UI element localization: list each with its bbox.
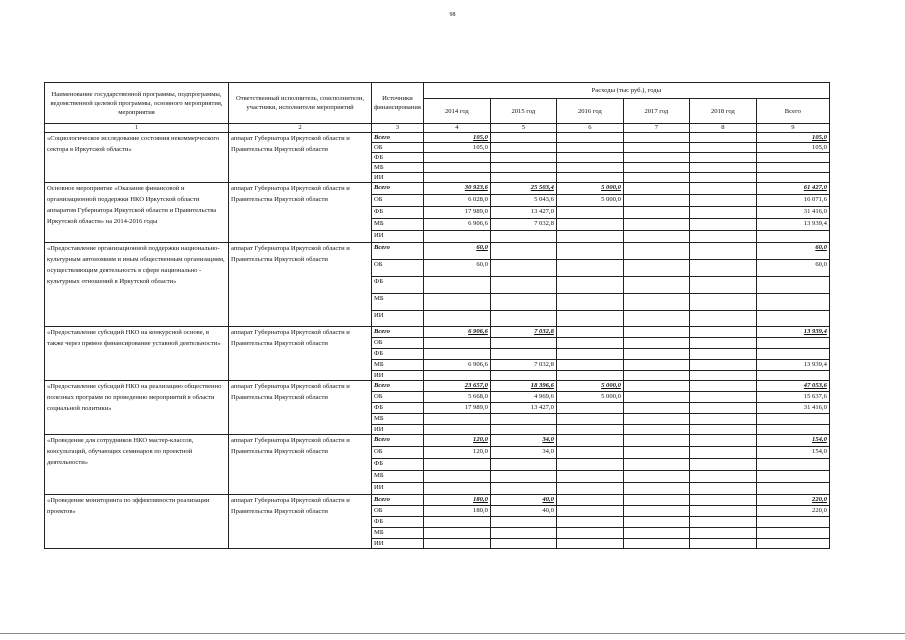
year-value: 5 043,6	[490, 195, 556, 207]
year-value	[689, 447, 756, 459]
measure-name: «Предоставление организационной поддержки национально-культурным автономиям и иным общественным организациям, осуществляющим деятельность в сфере национально - культурных отношений в Иркутской области»	[45, 243, 229, 327]
year-value	[423, 163, 490, 173]
column-number: 7	[623, 124, 689, 133]
year-value	[556, 219, 623, 231]
total-value	[756, 414, 829, 425]
year-value	[490, 371, 556, 381]
funding-source: ИИ	[372, 231, 424, 243]
funding-source: ОБ	[372, 447, 424, 459]
year-value	[623, 349, 689, 360]
total-value: 13 939,4	[756, 219, 829, 231]
funding-source: Всего	[372, 327, 424, 338]
year-value	[689, 517, 756, 528]
year-value	[490, 163, 556, 173]
year-value: 17 989,0	[423, 403, 490, 414]
year-value	[689, 459, 756, 471]
funding-source: ИИ	[372, 483, 424, 495]
year-value: 60,0	[423, 260, 490, 277]
year-value: 7 032,8	[490, 219, 556, 231]
year-value	[689, 207, 756, 219]
year-value	[623, 311, 689, 327]
year-value	[623, 414, 689, 425]
year-value: 5 000,0	[556, 381, 623, 392]
total-value	[756, 528, 829, 539]
measure-name: «Предоставление субсидий НКО на конкурсной основе, в также через прямое финансирование уставной деятельности»	[45, 327, 229, 381]
total-value	[756, 153, 829, 163]
year-value	[556, 539, 623, 549]
year-value	[623, 447, 689, 459]
year-value	[689, 243, 756, 260]
total-value	[756, 163, 829, 173]
year-value	[689, 153, 756, 163]
year-value	[689, 173, 756, 183]
header-year: 2018 год	[689, 99, 756, 124]
column-number: 9	[756, 124, 829, 133]
year-value	[689, 277, 756, 294]
total-value: 16 071,6	[756, 195, 829, 207]
year-value	[490, 311, 556, 327]
measure-executor: аппарат Губернатора Иркутской области и Правительства Иркутской области	[229, 327, 372, 381]
year-value	[689, 425, 756, 435]
funding-source: ФБ	[372, 349, 424, 360]
measure-executor: аппарат Губернатора Иркутской области и Правительства Иркутской области	[229, 495, 372, 549]
total-value	[756, 539, 829, 549]
column-number: 5	[490, 124, 556, 133]
total-value	[756, 231, 829, 243]
page-number: 98	[449, 12, 456, 18]
year-value	[623, 195, 689, 207]
year-value	[556, 483, 623, 495]
total-value: 15 637,6	[756, 392, 829, 403]
year-value	[556, 360, 623, 371]
year-value	[556, 435, 623, 447]
year-value	[556, 517, 623, 528]
funding-source: ИИ	[372, 425, 424, 435]
table-row	[45, 183, 830, 195]
year-value	[689, 435, 756, 447]
year-value	[623, 371, 689, 381]
year-value	[623, 173, 689, 183]
year-value	[623, 517, 689, 528]
year-value	[490, 231, 556, 243]
funding-source: ОБ	[372, 143, 424, 153]
funding-source: ФБ	[372, 153, 424, 163]
header-year: 2015 год	[490, 99, 556, 124]
year-value: 13 427,0	[490, 403, 556, 414]
table-row	[45, 327, 830, 338]
year-value	[689, 403, 756, 414]
total-value: 105,0	[756, 143, 829, 153]
year-value	[490, 471, 556, 483]
year-value	[689, 371, 756, 381]
year-value	[423, 349, 490, 360]
funding-source: МБ	[372, 471, 424, 483]
year-value	[689, 260, 756, 277]
year-value	[623, 231, 689, 243]
year-value: 105,0	[423, 133, 490, 143]
total-value: 154,0	[756, 447, 829, 459]
year-value	[689, 495, 756, 506]
year-value	[556, 447, 623, 459]
year-value	[623, 506, 689, 517]
year-value	[689, 143, 756, 153]
year-value: 7 032,8	[490, 360, 556, 371]
year-value	[623, 360, 689, 371]
year-value	[490, 517, 556, 528]
funding-source: ОБ	[372, 506, 424, 517]
year-value: 5 000,0	[556, 195, 623, 207]
funding-source: МБ	[372, 219, 424, 231]
header-year: 2017 год	[623, 99, 689, 124]
funding-source: МБ	[372, 163, 424, 173]
total-value: 105,0	[756, 133, 829, 143]
year-value: 105,0	[423, 143, 490, 153]
year-value	[556, 294, 623, 311]
total-value: 13 939,4	[756, 360, 829, 371]
year-value	[556, 207, 623, 219]
year-value	[423, 517, 490, 528]
year-value: 7 032,8	[490, 327, 556, 338]
year-value	[423, 277, 490, 294]
measure-name: Основное мероприятие «Оказание финансовой и организационной поддержки НКО Иркутской области аппаратом Губернатора Иркутской области и Правительства Иркутской области» на 2014-2016 годы	[45, 183, 229, 243]
total-value	[756, 173, 829, 183]
year-value	[623, 133, 689, 143]
year-value	[689, 163, 756, 173]
header-year: 2014 год	[423, 99, 490, 124]
total-value	[756, 311, 829, 327]
year-value	[556, 338, 623, 349]
year-value	[423, 311, 490, 327]
year-value	[689, 483, 756, 495]
total-value: 60,0	[756, 243, 829, 260]
year-value	[623, 381, 689, 392]
year-value	[689, 528, 756, 539]
total-value	[756, 425, 829, 435]
year-value: 180,0	[423, 495, 490, 506]
total-value	[756, 483, 829, 495]
year-value: 13 427,0	[490, 207, 556, 219]
year-value	[623, 483, 689, 495]
funding-source: Всего	[372, 183, 424, 195]
column-number: 8	[689, 124, 756, 133]
year-value	[623, 425, 689, 435]
year-value	[490, 349, 556, 360]
funding-source: ФБ	[372, 517, 424, 528]
year-value	[423, 371, 490, 381]
table-row	[45, 435, 830, 447]
year-value	[490, 528, 556, 539]
year-value	[689, 231, 756, 243]
funding-source: ИИ	[372, 173, 424, 183]
total-value	[756, 371, 829, 381]
year-value: 40,0	[490, 495, 556, 506]
year-value: 25 503,4	[490, 183, 556, 195]
year-value	[556, 349, 623, 360]
funding-source: МБ	[372, 414, 424, 425]
year-value	[623, 528, 689, 539]
year-value	[556, 425, 623, 435]
funding-source: ОБ	[372, 260, 424, 277]
year-value	[490, 243, 556, 260]
funding-source: ОБ	[372, 195, 424, 207]
measure-executor: аппарат Губернатора Иркутской области и Правительства Иркутской области	[229, 133, 372, 183]
total-value	[756, 338, 829, 349]
year-value	[556, 163, 623, 173]
measure-name: «Предоставление субсидий НКО на реализацию общественно полезных программ по проведению мероприятий в области социальной политики»	[45, 381, 229, 435]
funding-source: МБ	[372, 528, 424, 539]
total-value: 220,0	[756, 495, 829, 506]
year-value	[556, 327, 623, 338]
year-value: 23 657,0	[423, 381, 490, 392]
table-row	[45, 133, 830, 143]
year-value	[623, 183, 689, 195]
header-total: Всего	[756, 99, 829, 124]
year-value: 6 906,6	[423, 327, 490, 338]
year-value	[423, 539, 490, 549]
year-value	[689, 183, 756, 195]
year-value	[556, 277, 623, 294]
funding-source: ИИ	[372, 371, 424, 381]
year-value	[623, 327, 689, 338]
header-year: 2016 год	[556, 99, 623, 124]
year-value	[490, 338, 556, 349]
year-value	[423, 459, 490, 471]
total-value: 154,0	[756, 435, 829, 447]
column-number: 2	[229, 124, 372, 133]
total-value: 31 416,0	[756, 403, 829, 414]
year-value	[623, 277, 689, 294]
year-value	[623, 163, 689, 173]
year-value	[623, 539, 689, 549]
year-value	[623, 219, 689, 231]
year-value	[490, 459, 556, 471]
year-value: 60,0	[423, 243, 490, 260]
funding-source: Всего	[372, 495, 424, 506]
year-value	[689, 294, 756, 311]
total-value	[756, 277, 829, 294]
year-value	[689, 506, 756, 517]
year-value	[623, 403, 689, 414]
header-source: Источники финансирования	[372, 83, 424, 124]
year-value	[423, 173, 490, 183]
year-value	[689, 219, 756, 231]
year-value	[556, 471, 623, 483]
year-value	[623, 143, 689, 153]
year-value	[623, 207, 689, 219]
funding-source: ИИ	[372, 539, 424, 549]
total-value	[756, 459, 829, 471]
year-value: 180,0	[423, 506, 490, 517]
funding-source: ОБ	[372, 392, 424, 403]
funding-source: ФБ	[372, 459, 424, 471]
funding-source: Всего	[372, 435, 424, 447]
year-value: 120,0	[423, 435, 490, 447]
year-value	[689, 539, 756, 549]
year-value	[623, 153, 689, 163]
table-row	[45, 381, 830, 392]
year-value	[423, 414, 490, 425]
year-value	[689, 327, 756, 338]
year-value	[623, 459, 689, 471]
total-value: 220,0	[756, 506, 829, 517]
year-value: 120,0	[423, 447, 490, 459]
funding-source: ИИ	[372, 311, 424, 327]
year-value	[423, 294, 490, 311]
total-value	[756, 349, 829, 360]
year-value	[490, 143, 556, 153]
year-value: 18 396,6	[490, 381, 556, 392]
year-value	[689, 381, 756, 392]
year-value	[556, 528, 623, 539]
measure-executor: аппарат Губернатора Иркутской области и Правительства Иркутской области	[229, 381, 372, 435]
total-value	[756, 471, 829, 483]
year-value	[556, 243, 623, 260]
measure-name: «Проведение для сотрудников НКО мастер-классов, консультаций, обучающих семинаров по проектной деятельности»	[45, 435, 229, 495]
year-value	[490, 425, 556, 435]
header-executor: Ответственный исполнитель, соисполнители, участники, исполнители мероприятий	[229, 83, 372, 124]
year-value	[490, 260, 556, 277]
year-value	[689, 195, 756, 207]
year-value	[423, 231, 490, 243]
year-value	[490, 133, 556, 143]
funding-source: ОБ	[372, 338, 424, 349]
year-value	[556, 506, 623, 517]
year-value	[490, 414, 556, 425]
total-value: 61 427,0	[756, 183, 829, 195]
funding-source: Всего	[372, 381, 424, 392]
year-value	[490, 483, 556, 495]
year-value	[423, 338, 490, 349]
year-value: 4 969,6	[490, 392, 556, 403]
year-value	[423, 471, 490, 483]
funding-source: ФБ	[372, 403, 424, 414]
table-row	[45, 243, 830, 260]
year-value: 5 000,0	[556, 392, 623, 403]
funding-source: Всего	[372, 243, 424, 260]
funding-source: ФБ	[372, 277, 424, 294]
year-value	[556, 260, 623, 277]
year-value	[689, 471, 756, 483]
year-value	[556, 133, 623, 143]
year-value	[556, 231, 623, 243]
year-value	[490, 294, 556, 311]
year-value	[556, 495, 623, 506]
header-expenses: Расходы (тыс руб.), годы	[423, 83, 829, 99]
year-value	[623, 294, 689, 311]
column-number: 6	[556, 124, 623, 133]
measure-executor: аппарат Губернатора Иркутской области и Правительства Иркутской области	[229, 243, 372, 327]
total-value	[756, 517, 829, 528]
table-row	[45, 495, 830, 506]
column-number: 1	[45, 124, 229, 133]
year-value	[689, 133, 756, 143]
year-value: 6 906,6	[423, 219, 490, 231]
year-value: 5 000,0	[556, 183, 623, 195]
year-value	[623, 260, 689, 277]
year-value: 34,0	[490, 435, 556, 447]
total-value: 13 939,4	[756, 327, 829, 338]
year-value	[490, 277, 556, 294]
total-value: 60,0	[756, 260, 829, 277]
total-value: 31 416,0	[756, 207, 829, 219]
measure-executor: аппарат Губернатора Иркутской области и Правительства Иркутской области	[229, 183, 372, 243]
year-value	[556, 143, 623, 153]
header-name: Наименование государственной программы, подпрограммы, ведомственной целевой программы, основного мероприятия, мероприятия	[45, 83, 229, 124]
year-value	[689, 360, 756, 371]
year-value: 17 989,0	[423, 207, 490, 219]
year-value	[623, 495, 689, 506]
page-bottom-edge	[0, 633, 905, 634]
year-value: 30 923,6	[423, 183, 490, 195]
year-value	[556, 403, 623, 414]
year-value	[556, 414, 623, 425]
year-value: 34,0	[490, 447, 556, 459]
year-value	[623, 338, 689, 349]
expenses-table	[44, 82, 830, 549]
funding-source: ФБ	[372, 207, 424, 219]
measure-executor: аппарат Губернатора Иркутской области и Правительства Иркутской области	[229, 435, 372, 495]
year-value	[689, 414, 756, 425]
year-value	[556, 371, 623, 381]
year-value	[689, 392, 756, 403]
measure-name: «Социологическое исследование состояния некоммерческого сектора в Иркутской области»	[45, 133, 229, 183]
measure-name: «Проведение мониторинга по эффективности реализации проектов»	[45, 495, 229, 549]
year-value	[623, 471, 689, 483]
year-value	[689, 349, 756, 360]
year-value	[423, 153, 490, 163]
year-value	[556, 153, 623, 163]
year-value	[556, 173, 623, 183]
year-value	[689, 338, 756, 349]
year-value	[623, 243, 689, 260]
year-value	[623, 392, 689, 403]
year-value	[490, 173, 556, 183]
funding-source: МБ	[372, 360, 424, 371]
year-value	[423, 425, 490, 435]
year-value	[423, 483, 490, 495]
year-value: 40,0	[490, 506, 556, 517]
year-value	[623, 435, 689, 447]
column-number: 3	[372, 124, 424, 133]
total-value	[756, 294, 829, 311]
total-value: 47 053,6	[756, 381, 829, 392]
year-value	[490, 153, 556, 163]
year-value	[423, 528, 490, 539]
column-number: 4	[423, 124, 490, 133]
year-value	[556, 311, 623, 327]
year-value: 5 668,0	[423, 392, 490, 403]
year-value: 6 028,0	[423, 195, 490, 207]
year-value	[490, 539, 556, 549]
funding-source: Всего	[372, 133, 424, 143]
year-value: 6 906,6	[423, 360, 490, 371]
year-value	[556, 459, 623, 471]
year-value	[689, 311, 756, 327]
funding-source: МБ	[372, 294, 424, 311]
